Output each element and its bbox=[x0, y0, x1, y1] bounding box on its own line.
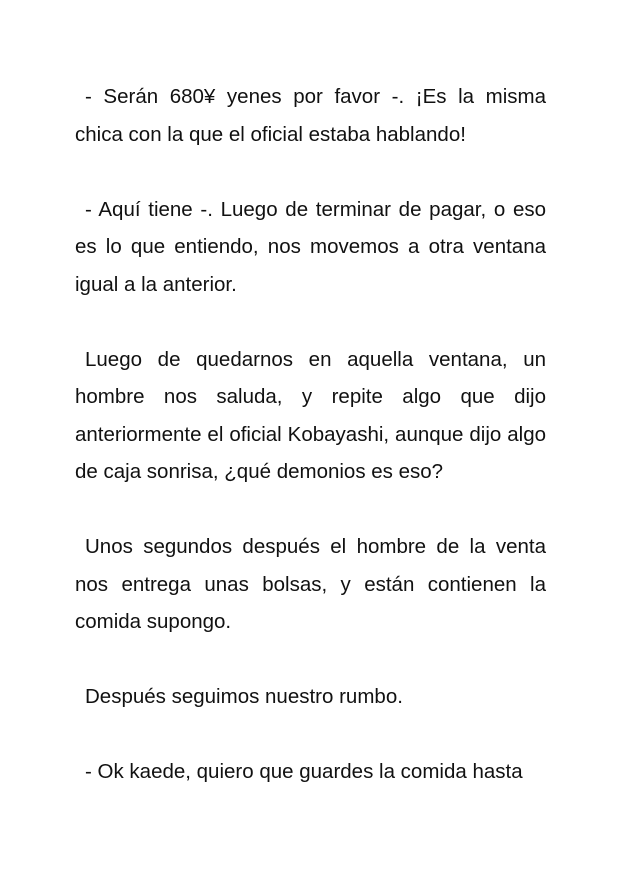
text-column bbox=[75, 78, 546, 828]
paragraph-3: Luego de quedarnos en aquella ventana, un hombre nos saluda, y repite algo que dijo anteriormente el oficial Kobayashi, aunque dijo algo de caja sonrisa, ¿qué demonios es eso? bbox=[75, 347, 546, 483]
paragraph-4: Unos segundos después el hombre de la venta nos entrega unas bolsas, y están contienen la comida supongo. bbox=[75, 535, 546, 633]
paragraph-5: Después seguimos nuestro rumbo. bbox=[85, 685, 403, 708]
paragraph-6: - Ok kaede, quiero que guardes la comida hasta bbox=[85, 760, 523, 783]
paragraph-2: - Aquí tiene -. Luego de terminar de pagar, o eso es lo que entiendo, nos movemos a otra ventana igual a la anterior. bbox=[75, 197, 546, 296]
paragraph-1: - Serán 680¥ yenes por favor -. ¡Es la misma chica con la que el oficial estaba hablando! bbox=[75, 85, 546, 146]
